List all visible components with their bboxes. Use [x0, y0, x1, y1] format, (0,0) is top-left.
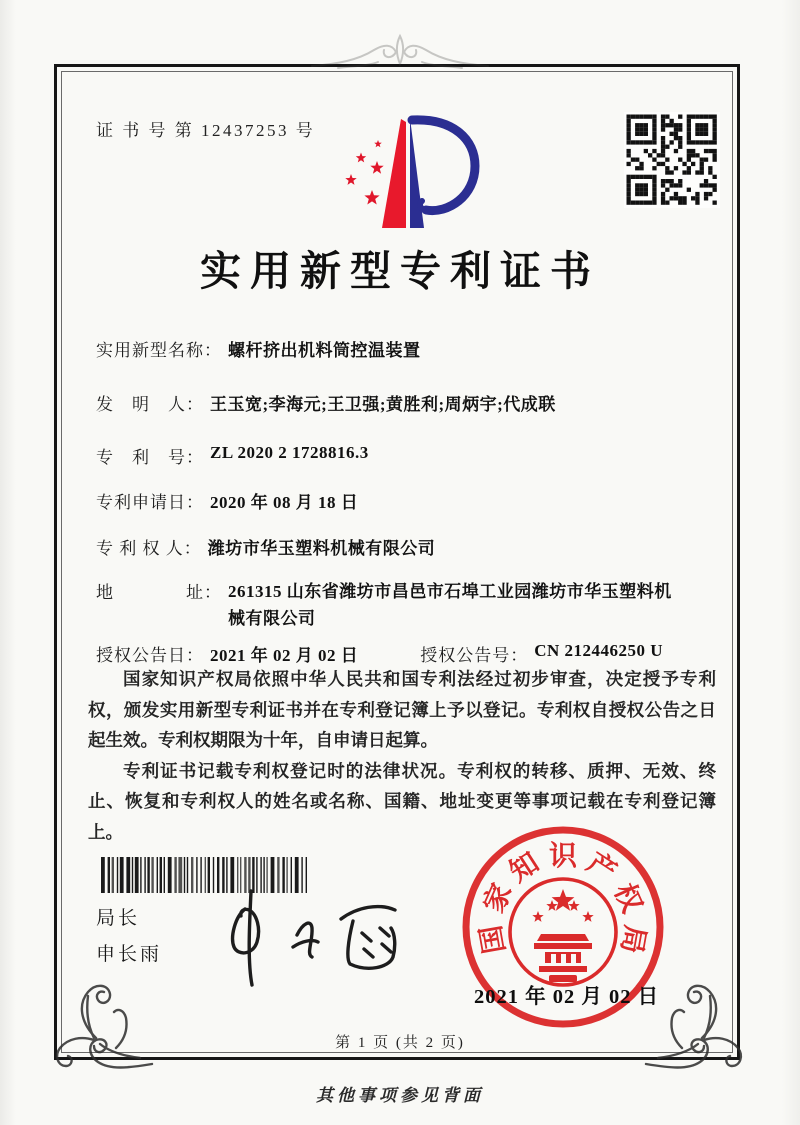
- field-label: 发 明 人：: [96, 395, 204, 414]
- director-signature: [205, 883, 415, 993]
- field-filing-date: [96, 488, 358, 513]
- seal-char: 产: [581, 847, 622, 889]
- field-value: 261315 山东省潍坊市昌邑市石埠工业园潍坊市华玉塑料机械有限公司: [228, 582, 672, 628]
- certificate-number: 证 书 号 第 12437253 号: [96, 121, 316, 140]
- field-label: 授权公告号：: [420, 646, 529, 665]
- page-number: 第 1 页 (共 2 页): [335, 1035, 465, 1051]
- field-label: 实用新型名称：: [96, 341, 222, 360]
- field-value: 潍坊市华玉塑料机械有限公司: [207, 539, 436, 558]
- director-title: 局长: [96, 908, 141, 929]
- field-value: 2020 年 08 月 18 日: [210, 493, 359, 512]
- field-label: 地 址：: [96, 583, 222, 602]
- field-utility-model-name: [96, 336, 421, 361]
- field-grant-row: [96, 641, 663, 666]
- seal-char: 识: [548, 841, 578, 872]
- director-block: [96, 901, 162, 973]
- field-label: 专 利 权 人：: [96, 539, 202, 558]
- seal-char: 国: [475, 922, 512, 956]
- top-center-ornament-icon: [308, 26, 492, 72]
- field-value: 螺杆挤出机料筒控温装置: [228, 341, 421, 360]
- field-address: [96, 578, 680, 632]
- qr-code: [624, 112, 720, 208]
- field-grant-number: [420, 641, 663, 666]
- field-label: 授权公告日：: [96, 646, 204, 665]
- field-patent-number: [96, 443, 369, 468]
- director-name: 申长雨: [96, 944, 163, 965]
- national-emblem-icon: [510, 879, 616, 985]
- field-patentee: [96, 534, 435, 559]
- field-value: CN 212446250 U: [534, 641, 664, 660]
- field-value: ZL 2020 2 1728816.3: [210, 443, 369, 462]
- seal-char: 知: [504, 847, 545, 889]
- seal-char: 权: [607, 879, 648, 918]
- field-label: 专利申请日：: [96, 493, 204, 512]
- seal-date: 2021 年 02 月 02 日: [474, 986, 660, 1008]
- field-value: 2021 年 02 月 02 日: [210, 646, 359, 665]
- field-inventors: [96, 390, 556, 415]
- seal-char: 局: [614, 922, 651, 956]
- legal-paragraph-1: 国家知识产权局依照中华人民共和国专利法经过初步审查，决定授予专利权，颁发实用新型专利证书并在专利登记簿上予以登记。专利权自授权公告之日起生效。专利权期限为十年，自申请日起算。: [88, 669, 716, 750]
- legal-paragraph-2: 专利证书记载专利权登记时的法律状况。专利权的转移、质押、无效、终止、恢复和专利权人的姓名或名称、国籍、地址变更等事项记载在专利登记簿上。: [88, 760, 716, 842]
- back-side-note: 其他事项参见背面: [316, 1086, 484, 1105]
- field-value: 王玉宽;李海元;王卫强;黄胜利;周炳宇;代成联: [210, 395, 556, 414]
- certificate-title: 实用新型专利证书: [200, 248, 600, 294]
- cnipa-patent-logo-icon: [332, 106, 482, 236]
- field-label: 专 利 号：: [96, 448, 204, 467]
- seal-char: 家: [478, 879, 519, 918]
